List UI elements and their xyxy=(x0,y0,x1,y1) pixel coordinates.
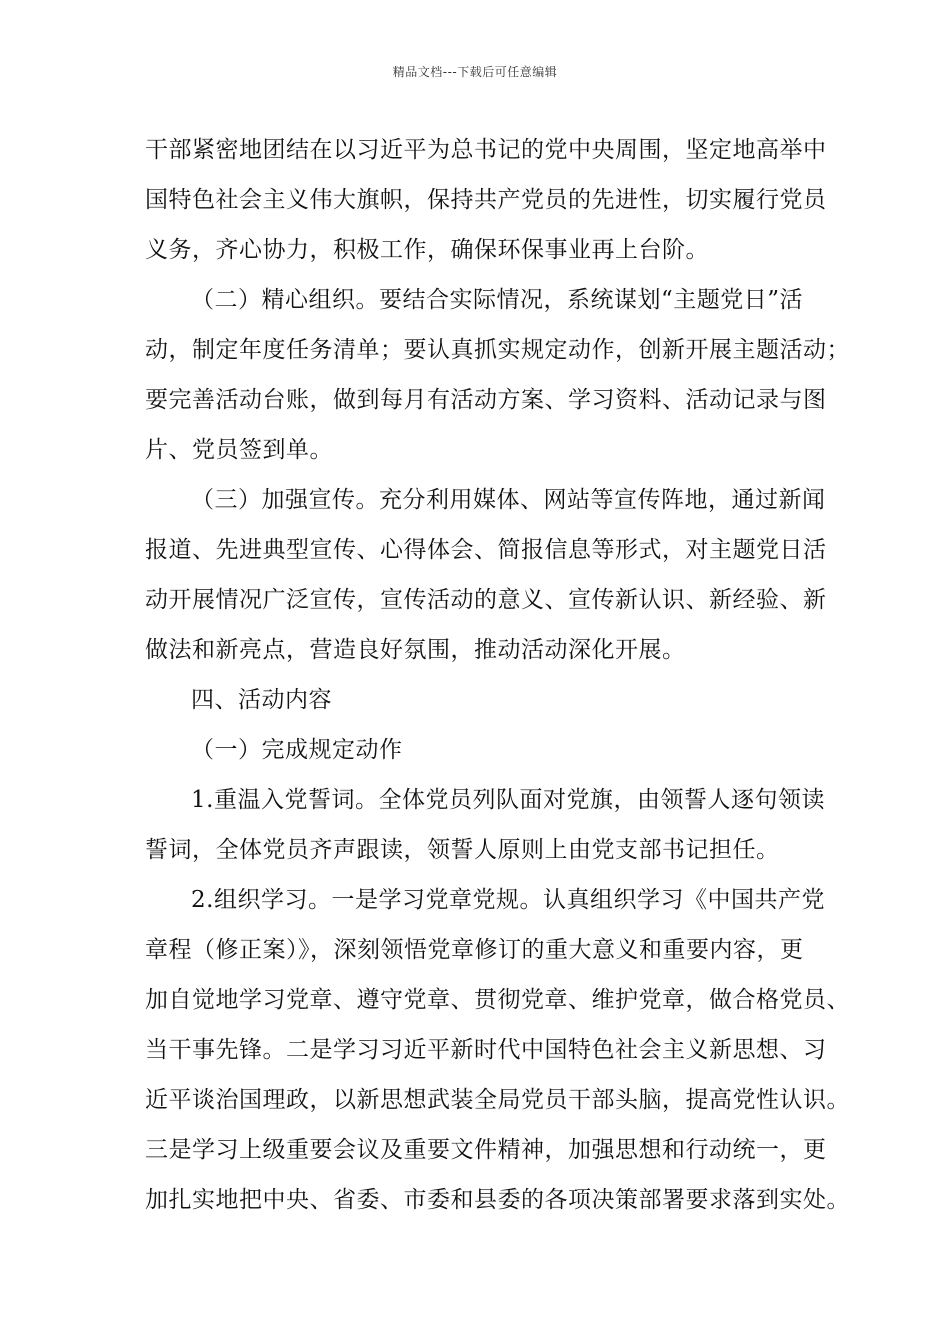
list-item-two: 2.组织学习。一是学习党章党规。认真组织学习《中国共产党 xyxy=(191,887,825,913)
text-line: 片、党员签到单。 xyxy=(145,437,333,463)
text-line: 动开展情况广泛宣传，宣传活动的意义、宣传新认识、新经验、新 xyxy=(145,587,827,613)
text-line: 加扎实地把中央、省委、市委和县委的各项决策部署要求落到实处。 xyxy=(145,1187,850,1213)
text-line: 三是学习上级重要会议及重要文件精神，加强思想和行动统一，更 xyxy=(145,1137,827,1163)
text-line: 国特色社会主义伟大旗帜，保持共产党员的先进性，切实履行党员 xyxy=(145,187,827,213)
subsection-heading: （一）完成规定动作 xyxy=(191,737,403,763)
text-line: 干部紧密地团结在以习近平为总书记的党中央周围，坚定地高举中 xyxy=(145,137,827,163)
text-line: 誓词，全体党员齐声跟读，领誓人原则上由党支部书记担任。 xyxy=(145,837,780,863)
document-body xyxy=(145,125,850,1225)
paragraph-heading-two: （二）精心组织。要结合实际情况，系统谋划“主题党日”活 xyxy=(191,287,804,313)
page-header: 精品文档---下载后可任意编辑 xyxy=(392,65,558,79)
text-line: 做法和新亮点，营造良好氛围，推动活动深化开展。 xyxy=(145,637,686,663)
paragraph-heading-three: （三）加强宣传。充分利用媒体、网站等宣传阵地，通过新闻 xyxy=(191,487,826,513)
text-line: 动，制定年度任务清单；要认真抓实规定动作，创新开展主题活动； xyxy=(145,337,850,363)
list-item-one: 1.重温入党誓词。全体党员列队面对党旗，由领誓人逐句领读 xyxy=(191,787,825,813)
text-line: 当干事先锋。二是学习习近平新时代中国特色社会主义新思想、习 xyxy=(145,1037,827,1063)
text-line: 近平谈治国理政，以新思想武装全局党员干部头脑，提高党性认识。 xyxy=(145,1087,850,1113)
text-line: 章程（修正案）》，深刻领悟党章修订的重大意义和重要内容，更 xyxy=(145,937,804,963)
text-line: 报道、先进典型宣传、心得体会、简报信息等形式，对主题党日活 xyxy=(145,537,827,563)
text-line: 要完善活动台账，做到每月有活动方案、学习资料、活动记录与图 xyxy=(145,387,827,413)
section-heading: 四、活动内容 xyxy=(191,687,332,713)
text-line: 义务，齐心协力，积极工作，确保环保事业再上台阶。 xyxy=(145,237,709,263)
text-line: 加自觉地学习党章、遵守党章、贯彻党章、维护党章，做合格党员、 xyxy=(145,987,850,1013)
